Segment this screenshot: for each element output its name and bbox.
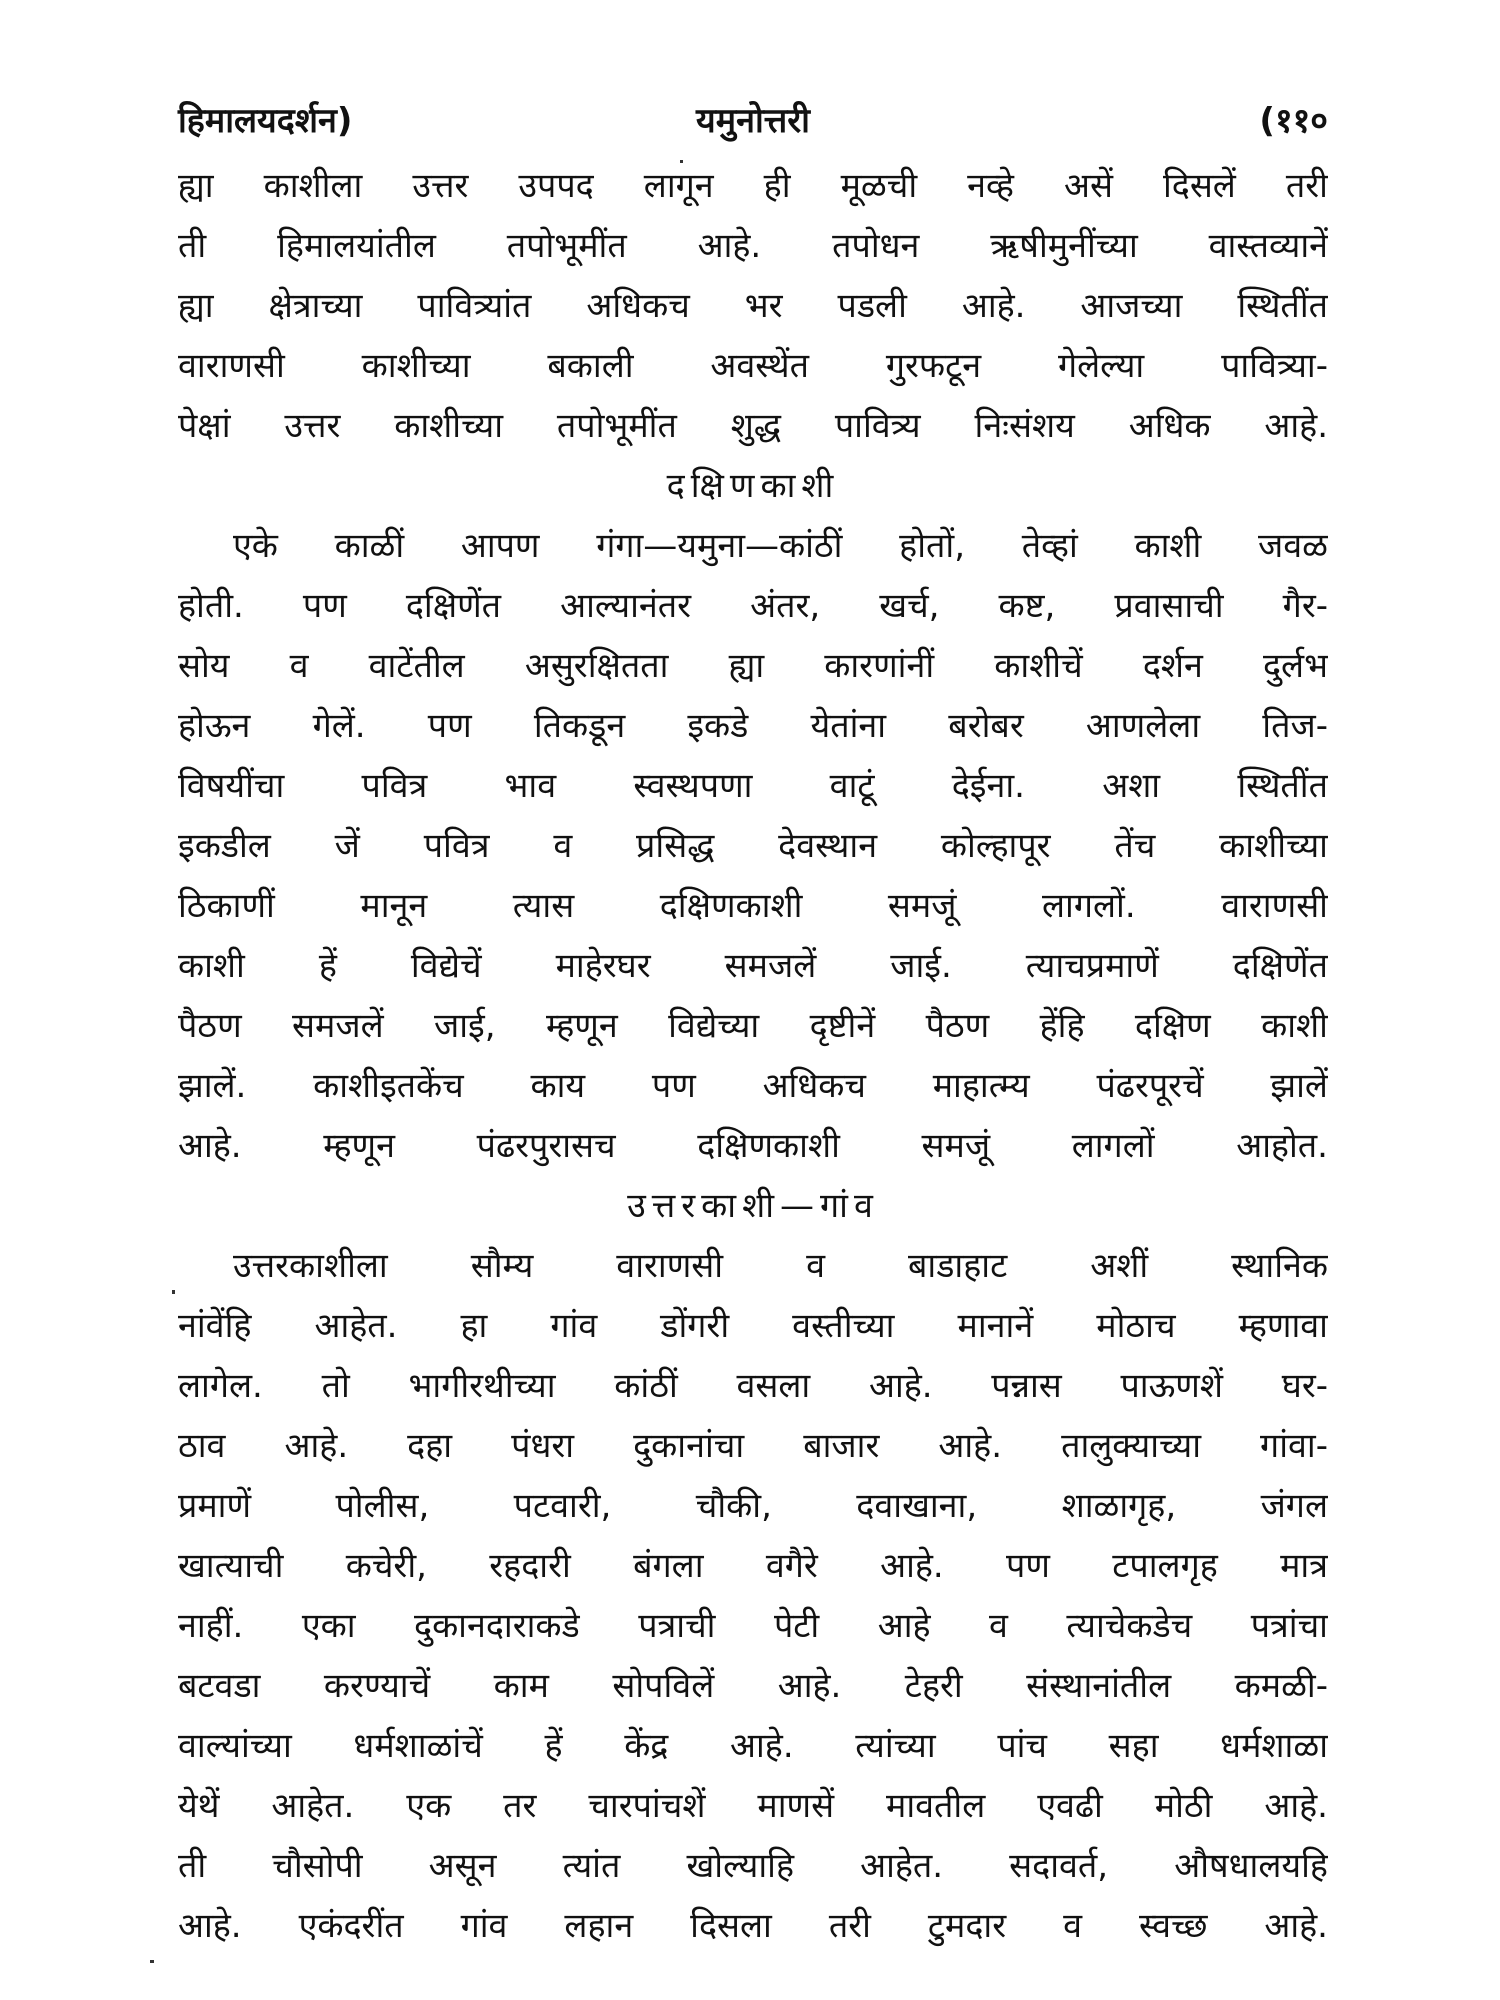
- text-line: होती. पण दक्षिणेंत आल्यानंतर अंतर, खर्च, कष्ट, प्रवासाची गैर-: [178, 586, 1328, 626]
- text-line: वाल्यांच्या धर्मशाळांचें हें केंद्र आहे. त्यांच्या पांच सहा धर्मशाळा: [178, 1726, 1328, 1766]
- text-line: येथें आहेत. एक तर चारपांचशें माणसें मावतील एवढी मोठी आहे.: [178, 1786, 1328, 1826]
- text-line: सोय व वाटेंतील असुरक्षितता ह्या कारणांनीं काशीचें दर्शन दुर्लभ: [178, 646, 1328, 686]
- header-chapter-title: यमुनोत्तरी: [696, 101, 810, 141]
- header-book-title: हिमालयदर्शन): [178, 101, 353, 141]
- section-heading-uttarkashi-gaon: उत्तरकाशी—गांव: [627, 1186, 879, 1226]
- text-line: ह्या क्षेत्राच्या पावित्र्यांत अधिकच भर पडली आहे. आजच्या स्थितींत: [178, 286, 1328, 326]
- scan-speck: [172, 1290, 175, 1294]
- text-line: होऊन गेलें. पण तिकडून इकडे येतांना बरोबर आणलेला तिज-: [178, 706, 1328, 746]
- paragraph-2: [178, 516, 1328, 1176]
- text-line: आहे. म्हणून पंढरपुरासच दक्षिणकाशी समजूं लागलों आहोत.: [178, 1126, 1328, 1166]
- text-line: विषयींचा पवित्र भाव स्वस्थपणा वाटूं देईना. अशा स्थितींत: [178, 766, 1328, 806]
- text-line: नांवेंहि आहेत. हा गांव डोंगरी वस्तीच्या मानानें मोठाच म्हणावा: [178, 1306, 1328, 1346]
- scan-speck: [680, 160, 683, 163]
- text-line: एके काळीं आपण गंगा—यमुना—कांठीं होतों, तेव्हां काशी जवळ: [233, 526, 1328, 566]
- scan-speck: [150, 1960, 154, 1963]
- text-line: झालें. काशीइतकेंच काय पण अधिकच माहात्म्य पंढरपूरचें झालें: [178, 1066, 1328, 1106]
- book-page: [178, 96, 1328, 1956]
- paragraph-1: [178, 156, 1328, 456]
- text-line: ह्या काशीला उत्तर उपपद लागून ही मूळची नव्हे असें दिसलें तरी: [178, 166, 1328, 206]
- text-line: बटवडा करण्याचें काम सोपविलें आहे. टेहरी संस्थानांतील कमळी-: [178, 1666, 1328, 1706]
- text-line: प्रमाणें पोलीस, पटवारी, चौकी, दवाखाना, शाळागृह, जंगल: [178, 1486, 1328, 1526]
- text-line: खात्याची कचेरी, रहदारी बंगला वगैरे आहे. पण टपालगृह मात्र: [178, 1546, 1328, 1586]
- text-line: लागेल. तो भागीरथीच्या कांठीं वसला आहे. पन्नास पाऊणशें घर-: [178, 1366, 1328, 1406]
- paragraph-3: [178, 1236, 1328, 1956]
- text-line: ती चौसोपी असून त्यांत खोल्याहि आहेत. सदावर्त, औषधालयहि: [178, 1846, 1328, 1886]
- text-line: इकडील जें पवित्र व प्रसिद्ध देवस्थान कोल्हापूर तेंच काशीच्या: [178, 826, 1328, 866]
- header-page-number: (११०: [1259, 101, 1328, 141]
- text-line: आहे. एकंदरींत गांव लहान दिसला तरी टुमदार व स्वच्छ आहे.: [178, 1906, 1328, 1946]
- text-line: ती हिमालयांतील तपोभूमींत आहे. तपोधन ऋषीमुनींच्या वास्तव्यानें: [178, 226, 1328, 266]
- text-line: वाराणसी काशीच्या बकाली अवस्थेंत गुरफटून गेलेल्या पावित्र्या-: [178, 346, 1328, 386]
- text-line: ठिकाणीं मानून त्यास दक्षिणकाशी समजूं लागलों. वाराणसी: [178, 886, 1328, 926]
- text-line: नाहीं. एका दुकानदाराकडे पत्राची पेटी आहे व त्याचेकडेच पत्रांचा: [178, 1606, 1328, 1646]
- section-heading-dakshin-kashi: दक्षिणकाशी: [666, 466, 840, 506]
- text-line: पेक्षां उत्तर काशीच्या तपोभूमींत शुद्ध पावित्र्य निःसंशय अधिक आहे.: [178, 406, 1328, 446]
- text-line: उत्तरकाशीला सौम्य वाराणसी व बाडाहाट अशीं स्थानिक: [233, 1246, 1328, 1286]
- text-line: काशी हें विद्येचें माहेरघर समजलें जाई. त्याचप्रमाणें दक्षिणेंत: [178, 946, 1328, 986]
- text-line: ठाव आहे. दहा पंधरा दुकानांचा बाजार आहे. तालुक्याच्या गांवा-: [178, 1426, 1328, 1466]
- running-header: [178, 96, 1328, 156]
- text-line: पैठण समजलें जाई, म्हणून विद्येच्या दृष्टीनें पैठण हेंहि दक्षिण काशी: [178, 1006, 1328, 1046]
